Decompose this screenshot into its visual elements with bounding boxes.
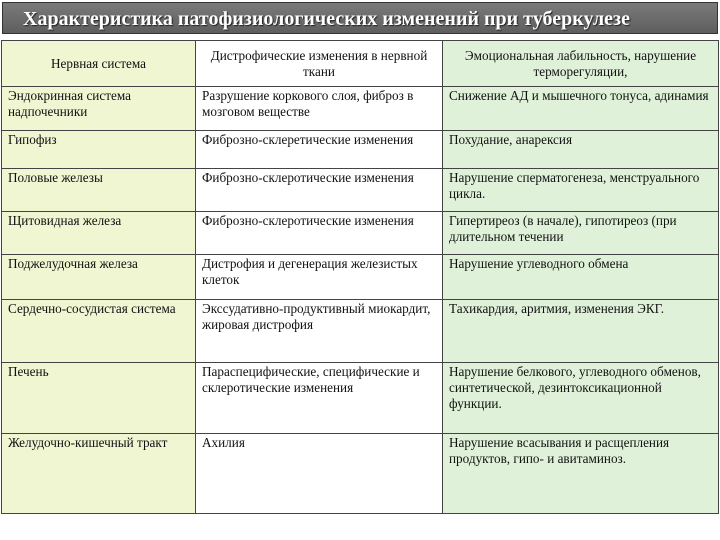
- effects-cell: Нарушение белкового, углеводного обменов, синтетической, дезинтоксикационной функции.: [443, 363, 719, 434]
- effects-cell: Нарушение углеводного обмена: [443, 255, 719, 300]
- system-cell: Сердечно-сосудистая система: [2, 300, 196, 363]
- system-cell: Половые железы: [2, 169, 196, 212]
- header-row: [2, 41, 719, 87]
- effects-cell: Похудание, анарексия: [443, 131, 719, 169]
- table-row: [2, 363, 719, 434]
- system-cell: Печень: [2, 363, 196, 434]
- table-row: [2, 169, 719, 212]
- effects-cell: Гипертиреоз (в начале), гипотиреоз (при длительном течении: [443, 212, 719, 255]
- changes-cell: Параспецифические, специфические и склеротические изменения: [196, 363, 443, 434]
- page-title: Характеристика патофизиологических изменений при туберкулезе: [23, 8, 630, 30]
- system-cell: Желудочно-кишечный тракт: [2, 434, 196, 514]
- table-row: [2, 131, 719, 169]
- changes-cell: Дистрофия и дегенерация железистых клеток: [196, 255, 443, 300]
- effects-cell: Нарушение сперматогенеза, менструального цикла.: [443, 169, 719, 212]
- table-row: [2, 300, 719, 363]
- pathophysiology-table: [1, 40, 719, 514]
- table-row: [2, 255, 719, 300]
- system-cell: Эндокринная система надпочечники: [2, 87, 196, 131]
- system-cell: Поджелудочная железа: [2, 255, 196, 300]
- changes-cell: Фиброзно-склеротические изменения: [196, 212, 443, 255]
- changes-cell: Разрушение коркового слоя, фиброз в мозговом веществе: [196, 87, 443, 131]
- changes-cell: Экссудативно-продуктивный миокардит, жировая дистрофия: [196, 300, 443, 363]
- header-nervous-system: Нервная система: [2, 41, 196, 87]
- header-nervous-changes: Дистрофические изменения в нервной ткани: [196, 41, 443, 87]
- system-cell: Гипофиз: [2, 131, 196, 169]
- effects-cell: Снижение АД и мышечного тонуса, адинамия: [443, 87, 719, 131]
- table-row: [2, 434, 719, 514]
- system-cell: Щитовидная железа: [2, 212, 196, 255]
- effects-cell: Нарушение всасывания и расщепления продуктов, гипо- и авитаминоз.: [443, 434, 719, 514]
- changes-cell: Фиброзно-склеретические изменения: [196, 131, 443, 169]
- table-row: [2, 212, 719, 255]
- changes-cell: Ахилия: [196, 434, 443, 514]
- header-nervous-effects: Эмоциональная лабильность, нарушение терморегуляции,: [443, 41, 719, 87]
- title-bar: [2, 2, 718, 34]
- effects-cell: Тахикардия, аритмия, изменения ЭКГ.: [443, 300, 719, 363]
- changes-cell: Фиброзно-склеротические изменения: [196, 169, 443, 212]
- table-row: [2, 87, 719, 131]
